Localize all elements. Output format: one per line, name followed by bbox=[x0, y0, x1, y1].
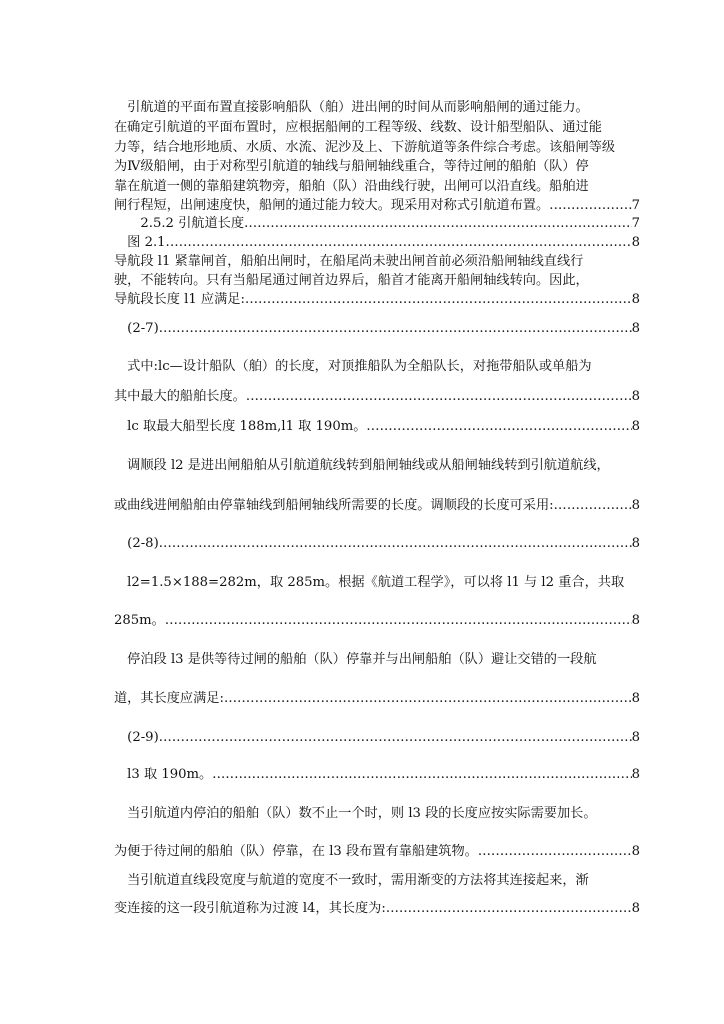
dot-leader bbox=[159, 320, 632, 338]
toc-entry-text: (2-7) bbox=[114, 321, 159, 336]
toc-line-text: 力等，结合地形地质、水质、水流、泥沙及上、下游航道等条件综合考虑。该船闸等级 bbox=[114, 140, 616, 155]
toc-entry-text: 图 2.1 bbox=[114, 235, 166, 250]
dot-leader bbox=[159, 535, 632, 553]
dot-leader bbox=[386, 900, 632, 918]
toc-page-number: 8 bbox=[631, 767, 640, 782]
toc-line bbox=[114, 99, 640, 117]
toc-entry-text: lc 取最大船型长度 188m,l1 取 190m。 bbox=[114, 419, 367, 434]
toc-entry[interactable] bbox=[114, 497, 640, 515]
toc-entry-text: (2-9) bbox=[114, 730, 159, 745]
toc-line-text: 式中:lc—设计船队（舶）的长度，对顶推船队为全船队长，对拖带船队或单船为 bbox=[114, 359, 592, 374]
toc-entry-text: 285m。 bbox=[114, 613, 165, 628]
toc-entry[interactable] bbox=[114, 843, 640, 861]
toc-line-text: 当引航道直线段宽度与航道的宽度不一致时，需用渐变的方法将其连接起来，渐 bbox=[114, 873, 589, 888]
dot-leader bbox=[245, 291, 632, 309]
toc-page-number: 8 bbox=[631, 844, 640, 859]
toc-entry-text: l3 取 190m。 bbox=[114, 767, 213, 782]
toc-line-text: 导航段 l1 紧靠闸首，船舶出闸时，在船尾尚未驶出闸首前必须沿船闸轴线直线行 bbox=[114, 254, 584, 269]
toc-page-number: 7 bbox=[631, 198, 640, 213]
toc-entry[interactable] bbox=[114, 535, 640, 553]
toc-page-number: 8 bbox=[631, 536, 640, 551]
toc-page-number: 8 bbox=[631, 419, 640, 434]
toc-page-number: 8 bbox=[631, 691, 640, 706]
toc-entry[interactable] bbox=[114, 418, 640, 436]
toc-line bbox=[114, 253, 640, 271]
toc-entry-text: (2-8) bbox=[114, 536, 159, 551]
toc-line-text: 当引航道内停泊的船舶（队）数不止一个时，则 l3 段的长度应按实际需要加长。 bbox=[114, 806, 597, 821]
toc-line bbox=[114, 139, 640, 157]
toc-entry-text: 2.5.2 引航道长度 bbox=[114, 216, 245, 231]
toc-line bbox=[114, 651, 640, 669]
toc-entry[interactable] bbox=[114, 291, 640, 309]
toc-line-text: 引航道的平面布置直接影响船队（舶）进出闸的时间从而影响船闸的通过能力。 bbox=[114, 100, 589, 115]
toc-line-text: 靠在航道一侧的靠船建筑物旁，船舶（队）沿曲线行驶，出闸可以沿直线。船舶进 bbox=[114, 179, 589, 194]
dot-leader bbox=[554, 497, 632, 515]
toc-line-text: 停泊段 l3 是供等待过闸的船舶（队）停靠并与出闸船舶（队）避让交错的一段航 bbox=[114, 652, 597, 667]
toc-entry-text: 其中最大的船舶长度。 bbox=[114, 389, 246, 404]
toc-line-text: l2=1.5×188=282m，取 285m。根据《航道工程学》，可以将 l1 与 l2 重合，共取 bbox=[114, 575, 625, 590]
dot-leader bbox=[159, 729, 632, 747]
toc-entry-text: 或曲线进闸船舶由停靠轴线到船闸轴线所需要的长度。调顺段的长度可采用: bbox=[114, 498, 554, 513]
toc-line-text: 调顺段 l2 是进出闸船舶从引航道航线转到船闸轴线或从船闸轴线转到引航道航线， bbox=[114, 458, 610, 473]
toc-entry[interactable] bbox=[114, 320, 640, 338]
toc-line bbox=[114, 158, 640, 176]
toc-entry[interactable] bbox=[114, 766, 640, 784]
toc-line-text: 驶，不能转向。只有当船尾通过闸首边界后，船首才能离开船闸轴线转向。因此， bbox=[114, 273, 589, 288]
toc-line bbox=[114, 178, 640, 196]
toc-entry-text: 为便于待过闸的船舶（队）停靠，在 l3 段布置有靠船建筑物。 bbox=[114, 844, 478, 859]
dot-leader bbox=[478, 843, 632, 861]
toc-line-text: 为Ⅳ级船闸，由于对称型引航道的轴线与船闸轴线重合，等待过闸的船舶（队）停 bbox=[114, 159, 589, 174]
toc-entry-text: 道，其长度应满足: bbox=[114, 691, 224, 706]
toc-page-number: 8 bbox=[631, 730, 640, 745]
dot-leader bbox=[549, 197, 631, 215]
toc-line bbox=[114, 872, 640, 890]
toc-page-number: 8 bbox=[631, 235, 640, 250]
toc-entry[interactable] bbox=[114, 612, 640, 630]
toc-page-number: 8 bbox=[631, 292, 640, 307]
toc-page-number: 8 bbox=[631, 389, 640, 404]
toc-entry[interactable] bbox=[114, 388, 640, 406]
toc-page-number: 8 bbox=[631, 498, 640, 513]
toc-entry-text: 闸行程短，出闸速度快，船闸的通过能力较大。现采用对称式引航道布置。 bbox=[114, 198, 550, 213]
toc-line-text: 在确定引航道的平面布置时，应根据船闸的工程等级、线数、设计船型船队、通过能 bbox=[114, 120, 602, 135]
dot-leader bbox=[212, 766, 631, 784]
toc-line bbox=[114, 119, 640, 137]
dot-leader bbox=[366, 418, 631, 436]
toc-entry-text: 导航段长度 l1 应满足: bbox=[114, 292, 245, 307]
dot-leader bbox=[246, 388, 632, 406]
dot-leader bbox=[244, 215, 632, 233]
toc-line bbox=[114, 457, 640, 475]
toc-entry-text: 变连接的这一段引航道称为过渡 l4，其长度为: bbox=[114, 901, 386, 916]
toc-line bbox=[114, 574, 640, 592]
toc-page-number: 7 bbox=[631, 216, 640, 231]
toc-entry[interactable] bbox=[114, 234, 640, 252]
toc-entry[interactable] bbox=[114, 729, 640, 747]
toc-entry[interactable] bbox=[114, 690, 640, 708]
toc-line bbox=[114, 805, 640, 823]
toc-page-number: 8 bbox=[631, 613, 640, 628]
toc-entry[interactable] bbox=[114, 215, 640, 233]
toc-page-number: 8 bbox=[631, 901, 640, 916]
dot-leader bbox=[165, 612, 632, 630]
dot-leader bbox=[224, 690, 632, 708]
toc-entry[interactable] bbox=[114, 197, 640, 215]
toc-entry[interactable] bbox=[114, 900, 640, 918]
toc-line bbox=[114, 272, 640, 290]
dot-leader bbox=[166, 234, 632, 252]
toc-line bbox=[114, 358, 640, 376]
toc-page-number: 8 bbox=[631, 321, 640, 336]
